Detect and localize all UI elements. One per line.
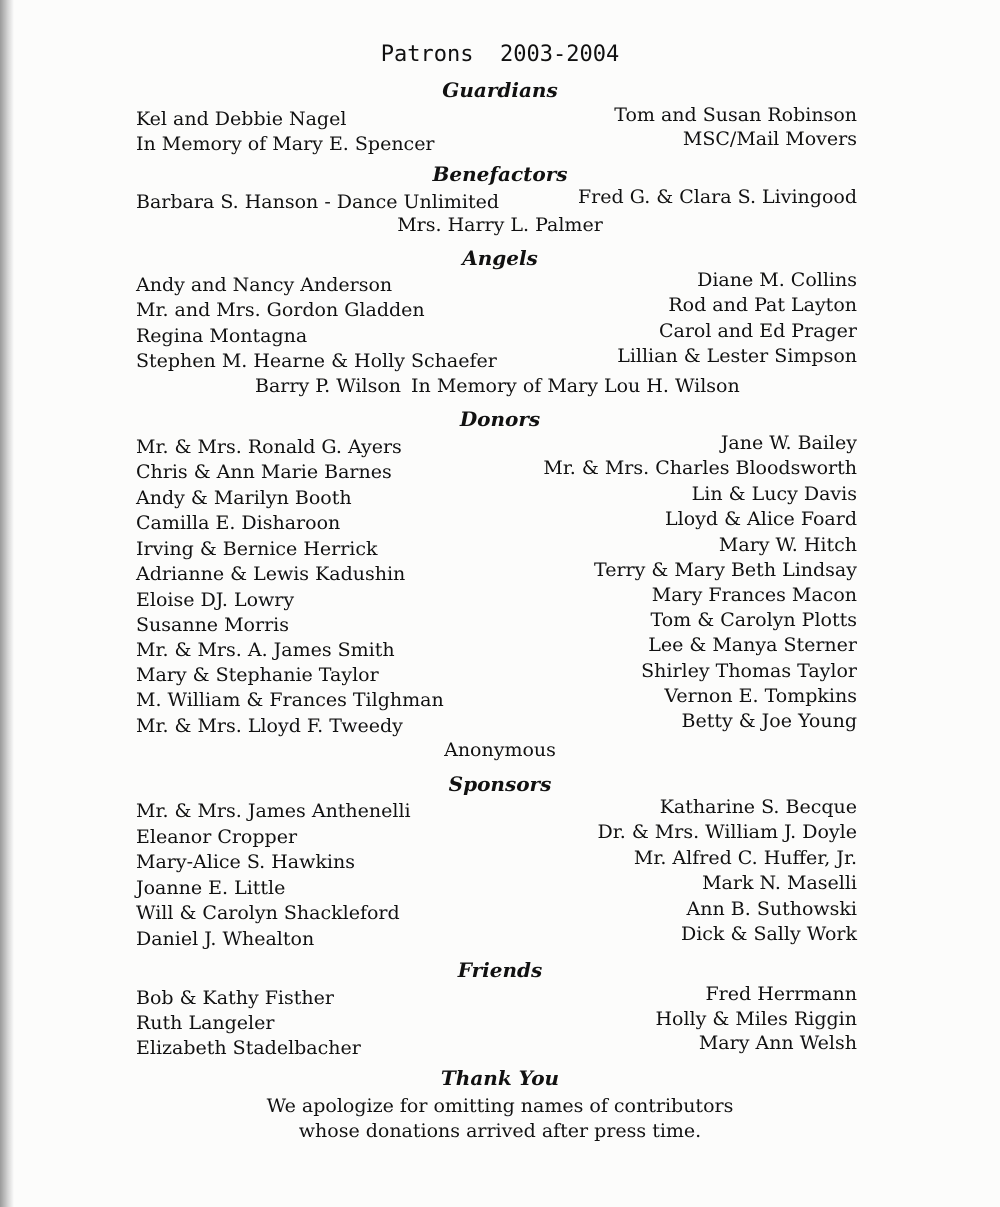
donor-left: Eloise DJ. Lowry: [136, 589, 295, 611]
guardian-left: Kel and Debbie Nagel: [136, 108, 347, 130]
donor-left: Irving & Bernice Herrick: [136, 538, 378, 560]
sponsor-right: Mr. Alfred C. Huffer, Jr.: [633, 847, 857, 869]
donor-left: M. William & Frances Tilghman: [136, 689, 444, 711]
page-title: Patrons 2003-2004: [380, 42, 620, 67]
donor-left: Andy & Marilyn Booth: [136, 487, 352, 509]
friend-left: Bob & Kathy Fisther: [136, 987, 334, 1009]
sponsor-left: Mr. & Mrs. James Anthenelli: [136, 800, 411, 822]
benefactor-right: Fred G. & Clara S. Livingood: [578, 186, 857, 208]
section-heading-friends: Friends: [457, 958, 543, 982]
benefactor-center: Mrs. Harry L. Palmer: [397, 214, 603, 236]
angel-right: Diane M. Collins: [697, 269, 857, 291]
sponsor-left: Mary-Alice S. Hawkins: [136, 851, 355, 873]
donor-right: Mary Frances Macon: [651, 584, 857, 606]
guardian-right: Tom and Susan Robinson: [614, 104, 857, 126]
donor-left: Chris & Ann Marie Barnes: [136, 461, 392, 483]
sponsor-right: Dick & Sally Work: [680, 923, 857, 945]
section-heading-angels: Angels: [462, 246, 538, 270]
sponsor-right: Dr. & Mrs. William J. Doyle: [597, 821, 857, 843]
friend-left: Ruth Langeler: [136, 1012, 275, 1034]
friend-left: Elizabeth Stadelbacher: [136, 1037, 361, 1059]
angel-left: Regina Montagna: [136, 325, 308, 347]
sponsor-right: Mark N. Maselli: [702, 872, 857, 894]
donor-right: Lloyd & Alice Foard: [665, 508, 857, 530]
section-heading-sponsors: Sponsors: [448, 772, 552, 796]
donor-left: Mary & Stephanie Taylor: [136, 664, 379, 686]
donor-center: Anonymous: [444, 739, 556, 761]
guardian-right: MSC/Mail Movers: [682, 128, 857, 150]
angel-left: Mr. and Mrs. Gordon Gladden: [136, 299, 425, 321]
donor-right: Lee & Manya Sterner: [648, 634, 857, 656]
angel-left: Andy and Nancy Anderson: [136, 274, 393, 296]
angel-center-line: [255, 375, 740, 397]
angel-center-memory: In Memory of Mary Lou H. Wilson: [411, 375, 740, 397]
donor-right: Mary W. Hitch: [718, 534, 857, 556]
sponsor-left: Eleanor Cropper: [136, 826, 298, 848]
sponsor-left: Joanne E. Little: [136, 877, 286, 899]
angel-left: Stephen M. Hearne & Holly Schaefer: [136, 350, 497, 372]
friend-right: Mary Ann Welsh: [698, 1032, 857, 1054]
angel-right: Carol and Ed Prager: [658, 320, 857, 342]
section-heading-thank-you: Thank You: [440, 1066, 560, 1090]
donor-left: Adrianne & Lewis Kadushin: [136, 563, 406, 585]
donor-left: Mr. & Mrs. Ronald G. Ayers: [136, 436, 402, 458]
donor-right: Tom & Carolyn Plotts: [650, 609, 857, 631]
donor-right: Jane W. Bailey: [720, 432, 857, 454]
donor-left: Susanne Morris: [136, 614, 289, 636]
donor-right: Mr. & Mrs. Charles Bloodsworth: [543, 457, 857, 479]
guardian-left: In Memory of Mary E. Spencer: [136, 133, 435, 155]
angel-center-name: Barry P. Wilson: [255, 375, 402, 397]
section-heading-benefactors: Benefactors: [432, 162, 568, 186]
sponsor-right: Katharine S. Becque: [659, 796, 857, 818]
friend-right: Holly & Miles Riggin: [655, 1008, 857, 1030]
donor-right: Lin & Lucy Davis: [691, 483, 857, 505]
thanks-line: We apologize for omitting names of contributors: [266, 1095, 734, 1117]
donor-right: Terry & Mary Beth Lindsay: [594, 559, 857, 581]
donor-right: Vernon E. Tompkins: [664, 685, 857, 707]
donor-left: Mr. & Mrs. A. James Smith: [136, 639, 395, 661]
section-heading-donors: Donors: [459, 407, 541, 431]
section-heading-guardians: Guardians: [442, 78, 558, 102]
donor-right: Betty & Joe Young: [681, 710, 857, 732]
thanks-line: whose donations arrived after press time.: [298, 1120, 702, 1142]
angel-right: Rod and Pat Layton: [668, 294, 857, 316]
sponsor-left: Daniel J. Whealton: [136, 928, 315, 950]
angel-right: Lillian & Lester Simpson: [617, 345, 857, 367]
donor-right: Shirley Thomas Taylor: [641, 660, 857, 682]
sponsor-right: Ann B. Suthowski: [686, 898, 857, 920]
benefactor-left: Barbara S. Hanson - Dance Unlimited: [136, 191, 500, 213]
donor-left: Camilla E. Disharoon: [136, 512, 341, 534]
friend-right: Fred Herrmann: [705, 983, 857, 1005]
sponsor-left: Will & Carolyn Shackleford: [136, 902, 400, 924]
donor-left: Mr. & Mrs. Lloyd F. Tweedy: [136, 715, 403, 737]
